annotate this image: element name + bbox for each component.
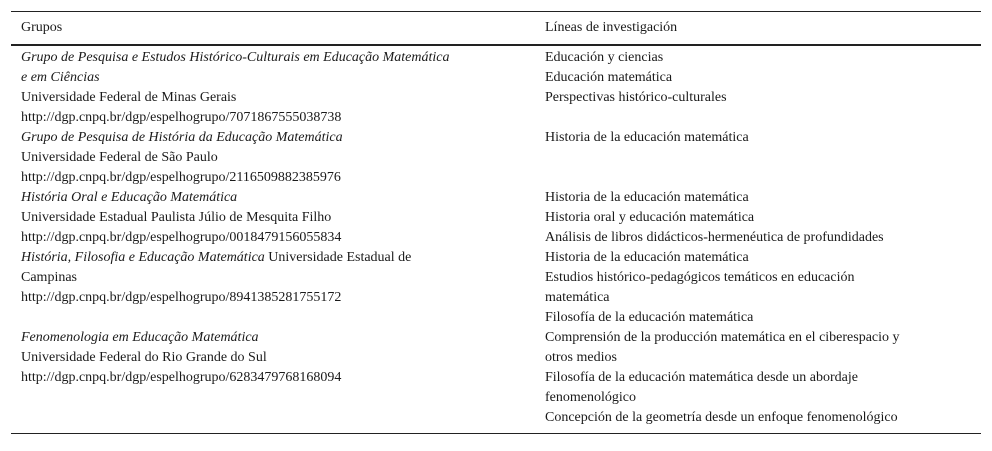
research-line: Educación y ciencias bbox=[545, 50, 664, 65]
group-cell bbox=[11, 328, 535, 434]
research-line: Estudios histórico-pedagógicos temáticos en educación bbox=[545, 270, 855, 285]
table-row bbox=[11, 248, 981, 328]
group-url: http://dgp.cnpq.br/dgp/espelhogrupo/6283479768168094 bbox=[21, 370, 342, 385]
group-name: Grupo de Pesquisa de História da Educação Matemática bbox=[21, 130, 343, 145]
header-groups: Grupos bbox=[11, 12, 535, 46]
table-row bbox=[11, 45, 981, 128]
group-cell bbox=[11, 248, 535, 328]
research-line-continued: matemática bbox=[545, 290, 610, 305]
group-cell bbox=[11, 45, 535, 128]
research-lines-cell bbox=[535, 45, 981, 128]
group-name: História, Filosofia e Educação Matemática bbox=[21, 250, 265, 265]
table-row bbox=[11, 128, 981, 188]
group-url: http://dgp.cnpq.br/dgp/espelhogrupo/2116509882385976 bbox=[21, 170, 341, 185]
research-groups-table-container bbox=[11, 11, 981, 434]
research-line: Historia de la educación matemática bbox=[545, 250, 749, 265]
group-url: http://dgp.cnpq.br/dgp/espelhogrupo/7071867555038738 bbox=[21, 110, 342, 125]
research-line: Historia oral y educación matemática bbox=[545, 210, 755, 225]
research-line: Perspectivas histórico-culturales bbox=[545, 90, 727, 105]
research-line: Educación matemática bbox=[545, 70, 673, 85]
group-university: Universidade Estadual de bbox=[264, 250, 412, 265]
research-line: Filosofía de la educación matemática bbox=[545, 310, 754, 325]
group-url: http://dgp.cnpq.br/dgp/espelhogrupo/8941385281755172 bbox=[21, 290, 342, 305]
group-name-and-university bbox=[21, 248, 525, 268]
group-cell bbox=[11, 128, 535, 188]
header-research-lines: Líneas de investigación bbox=[535, 12, 981, 46]
research-line-continued: otros medios bbox=[545, 350, 617, 365]
research-line: Filosofía de la educación matemática desde un abordaje bbox=[545, 370, 858, 385]
research-line: Análisis de libros didácticos-hermenéutica de profundidades bbox=[545, 230, 884, 245]
table-row bbox=[11, 328, 981, 434]
table-header-row bbox=[11, 12, 981, 46]
research-line: Historia de la educación matemática bbox=[545, 130, 749, 145]
group-university-continued: Campinas bbox=[21, 270, 77, 285]
research-lines-cell bbox=[535, 188, 981, 248]
research-lines-cell bbox=[535, 328, 981, 434]
research-lines-cell bbox=[535, 128, 981, 188]
group-name: Fenomenologia em Educação Matemática bbox=[21, 330, 259, 345]
group-name-continued: e em Ciências bbox=[21, 70, 100, 85]
research-lines-cell bbox=[535, 248, 981, 328]
group-cell bbox=[11, 188, 535, 248]
research-line-continued: fenomenológico bbox=[545, 390, 636, 405]
group-name: Grupo de Pesquisa e Estudos Histórico-Culturais em Educação Matemática bbox=[21, 50, 450, 65]
group-university: Universidade Estadual Paulista Júlio de Mesquita Filho bbox=[21, 210, 332, 225]
group-name: História Oral e Educação Matemática bbox=[21, 190, 238, 205]
group-university: Universidade Federal de São Paulo bbox=[21, 150, 218, 165]
table-row bbox=[11, 188, 981, 248]
research-line: Historia de la educación matemática bbox=[545, 190, 749, 205]
research-line: Comprensión de la producción matemática en el ciberespacio y bbox=[545, 330, 900, 345]
group-url: http://dgp.cnpq.br/dgp/espelhogrupo/0018479156055834 bbox=[21, 230, 342, 245]
research-line: Concepción de la geometría desde un enfoque fenomenológico bbox=[545, 410, 898, 425]
group-university: Universidade Federal de Minas Gerais bbox=[21, 90, 237, 105]
research-groups-table bbox=[11, 11, 981, 434]
group-university: Universidade Federal do Rio Grande do Sul bbox=[21, 350, 267, 365]
